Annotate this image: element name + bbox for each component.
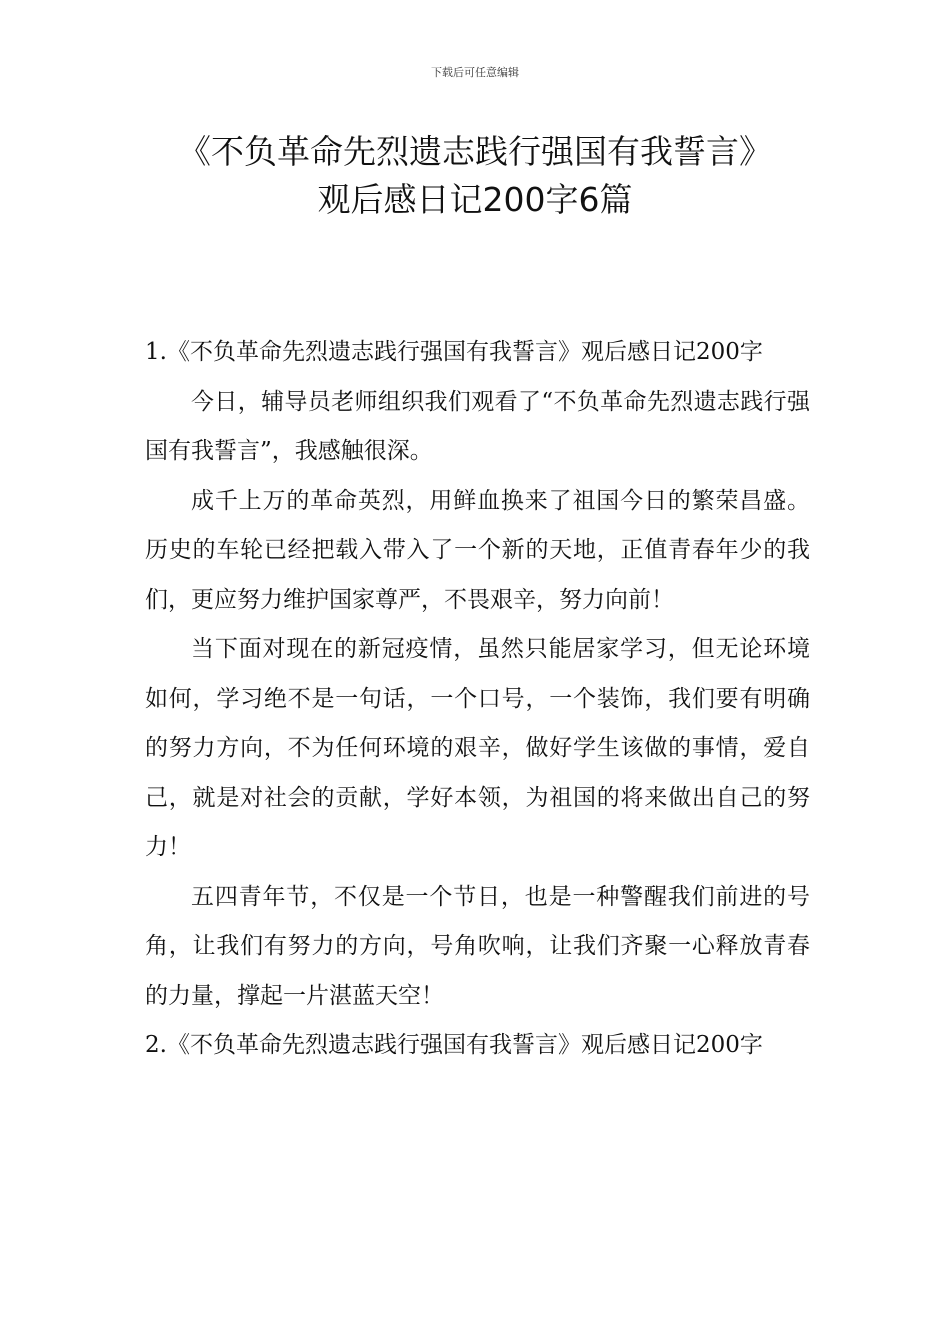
paragraph: 当下面对现在的新冠疫情，虽然只能居家学习，但无论环境如何，学习绝不是一句话，一个口号，一个装饰，我们要有明确的努力方向，不为任何环境的艰辛，做好学生该做的事情，爱自己，就是对社会的贡献，学好本领，为祖国的将来做出自己的努力！ <box>145 636 810 860</box>
title-line-1: 《不负革命先烈遗志践行强国有我誓言》 <box>178 132 772 171</box>
header-note: 下载后可任意编辑 <box>431 66 519 79</box>
paragraph: 成千上万的革命英烈，用鲜血换来了祖国今日的繁荣昌盛。历史的车轮已经把载入带入了一个新的天地，正值青春年少的我们，更应努力维护国家尊严，不畏艰辛，努力向前！ <box>145 487 810 613</box>
document-title <box>100 128 850 224</box>
paragraph: 五四青年节，不仅是一个节日，也是一种警醒我们前进的号角，让我们有努力的方向，号角吹响，让我们齐聚一心释放青春的力量，撑起一片湛蓝天空！ <box>145 883 810 1009</box>
section-heading-2: 2.《不负革命先烈遗志践行强国有我誓言》观后感日记200字 <box>145 1032 763 1058</box>
title-line-2: 观后感日记200字6篇 <box>317 180 633 219</box>
paragraph: 今日，辅导员老师组织我们观看了“不负革命先烈遗志践行强国有我誓言”，我感触很深。 <box>145 388 810 464</box>
section-heading-1: 1.《不负革命先烈遗志践行强国有我誓言》观后感日记200字 <box>145 339 763 365</box>
document-body <box>145 328 810 1071</box>
